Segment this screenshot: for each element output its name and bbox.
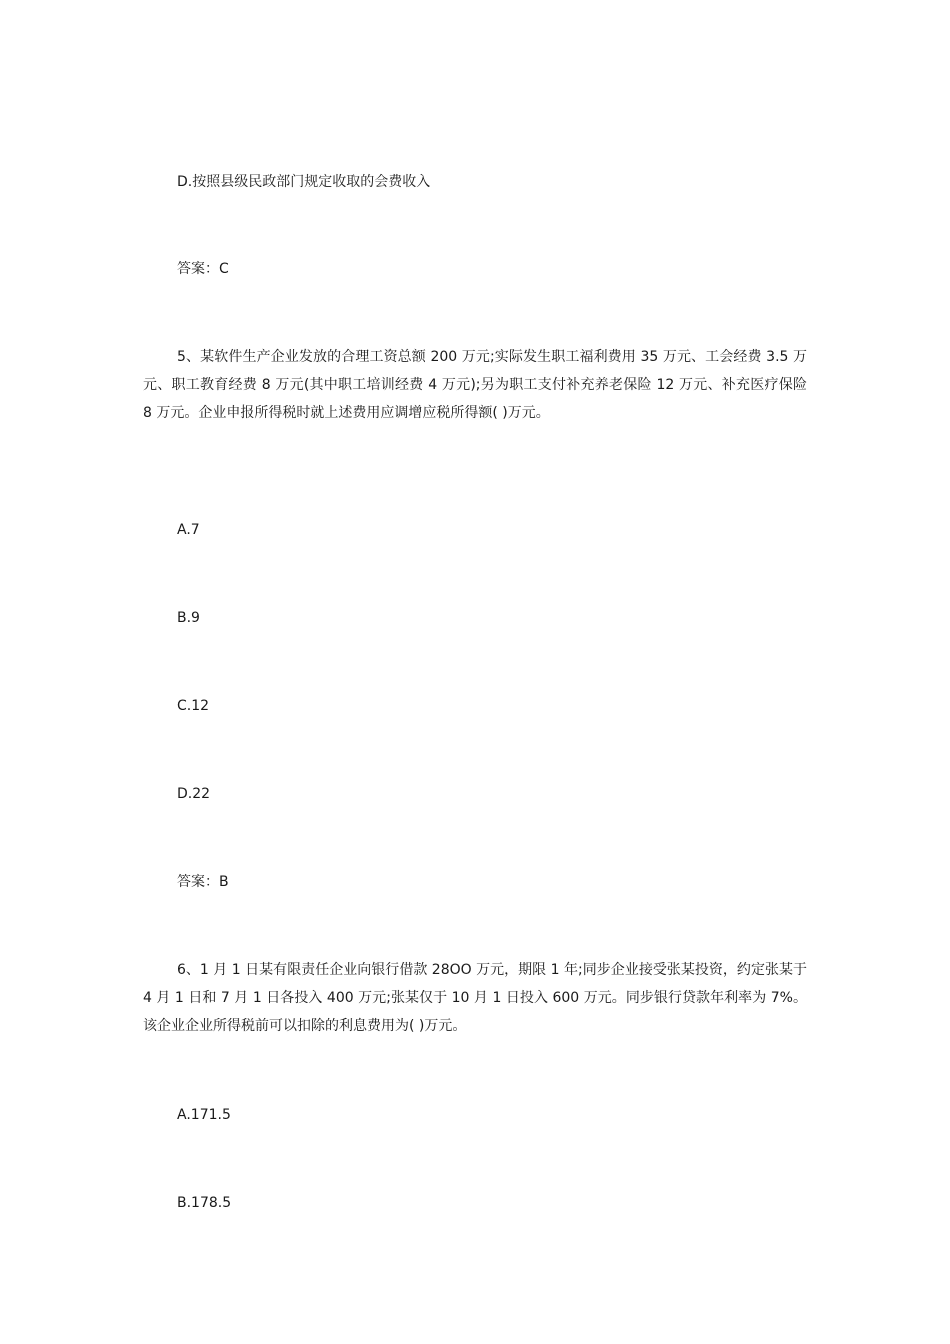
q6-question: 6、1 月 1 日某有限责任企业向银行借款 28OO 万元，期限 1 年;同步企业接受张某投资，约定张某于 4 月 1 日和 7 月 1 日各投入 400 万元;张某仅于 10 月 1 日投入 600 万元。同步银行贷款年利率为 7%。该企业企业所得税前可以扣除的利息费用为( )万元。 xyxy=(143,962,807,1034)
q4-option-d: D.按照县级民政部门规定收取的会费收入 xyxy=(177,174,431,190)
q5-option-c: C.12 xyxy=(177,698,210,714)
q6-option-a: A.171.5 xyxy=(177,1107,231,1123)
q4-answer: 答案：C xyxy=(177,261,229,277)
q5-option-d: D.22 xyxy=(177,786,211,802)
q5-question: 5、某软件生产企业发放的合理工资总额 200 万元;实际发生职工福利费用 35 万元、工会经费 3.5 万元、职工教育经费 8 万元(其中职工培训经费 4 万元);另为职工支付补充养老保险 12 万元、补充医疗保险 8 万元。企业申报所得税时就上述费用应调增应税所得额( )万元。 xyxy=(143,349,807,421)
q5-option-a: A.7 xyxy=(177,522,200,538)
q5-answer: 答案：B xyxy=(177,874,229,890)
q5-option-b: B.9 xyxy=(177,610,200,626)
q6-option-b: B.178.5 xyxy=(177,1195,232,1211)
